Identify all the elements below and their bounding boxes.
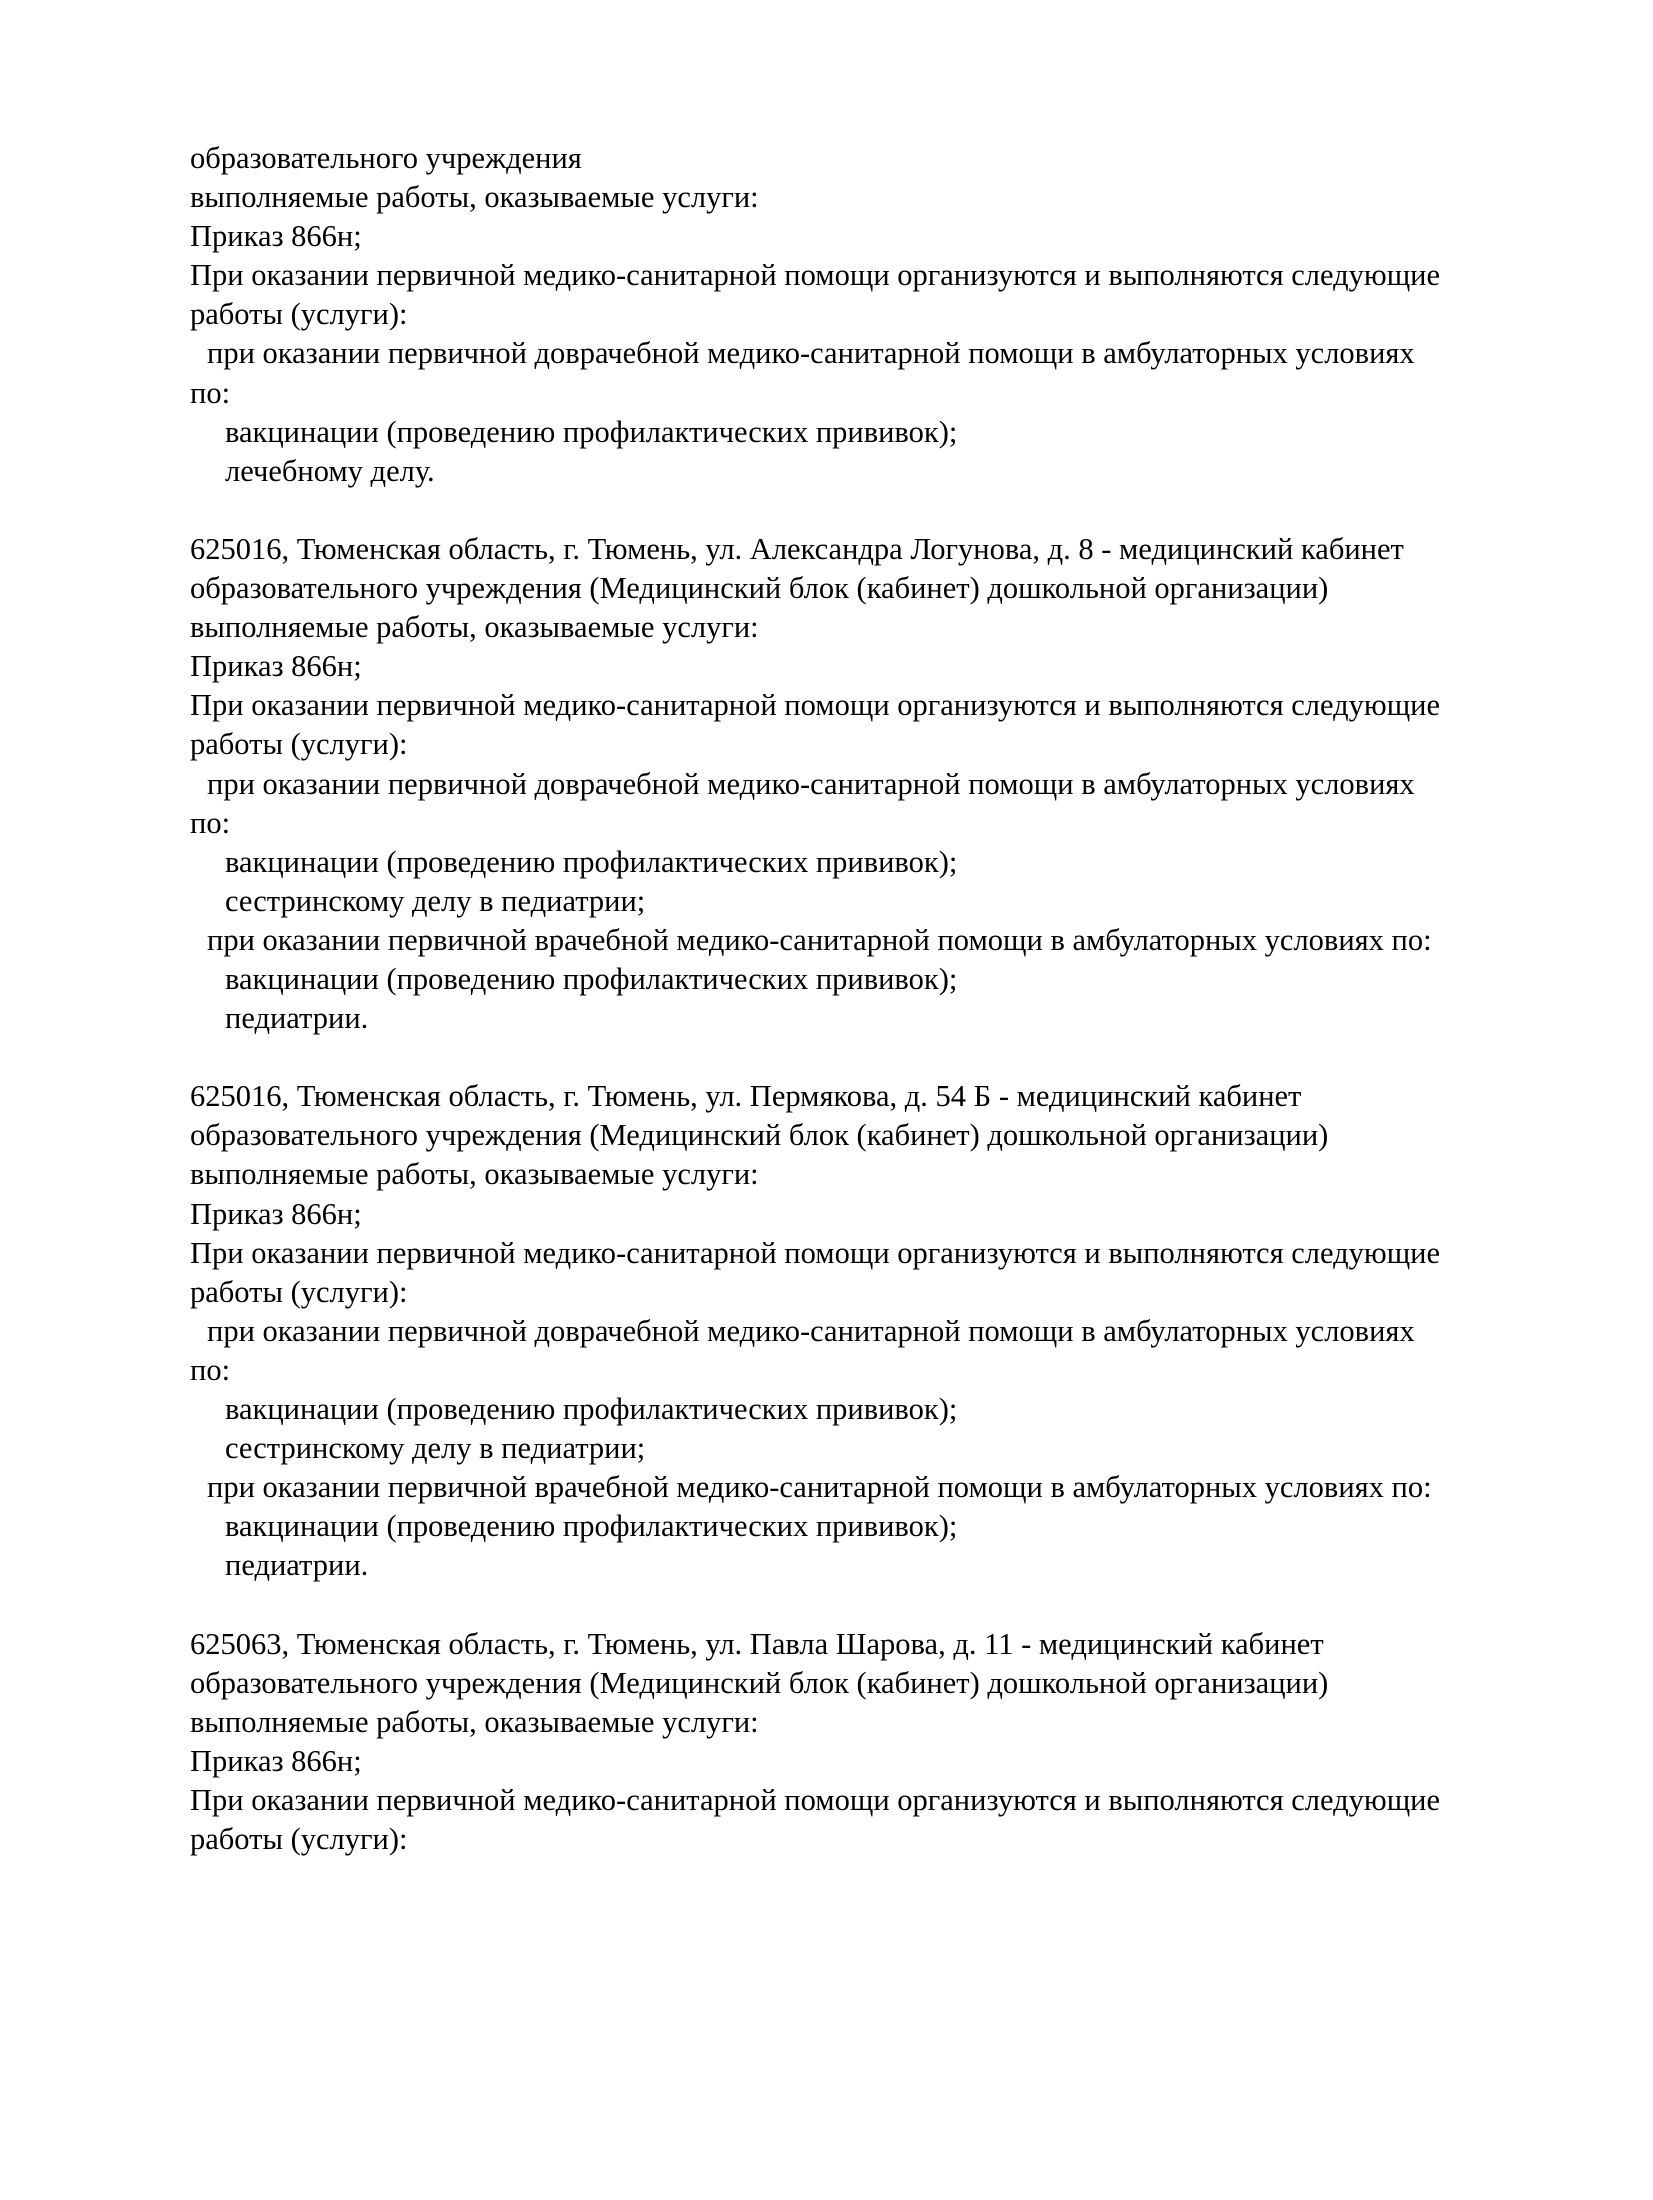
text-line: вакцинации (проведению профилактических прививок);	[225, 961, 958, 996]
text-line: работы (услуги):	[190, 1274, 408, 1309]
text-line: сестринскому делу в педиатрии;	[225, 883, 646, 918]
text-line: вакцинации (проведению профилактических прививок);	[225, 414, 958, 449]
text-line: образовательного учреждения	[190, 141, 582, 175]
text-line: по:	[190, 1352, 231, 1387]
text-line: Приказ 866н;	[190, 649, 362, 684]
text-line: вакцинации (проведению профилактических прививок);	[225, 844, 958, 879]
text-line: образовательного учреждения (Медицинский блок (кабинет) дошкольной организации)	[190, 571, 1329, 606]
text-line: вакцинации (проведению профилактических прививок);	[225, 1509, 958, 1544]
paragraph-gap	[190, 1038, 1590, 1077]
text-line: работы (услуги):	[190, 1822, 408, 1857]
text-line: Приказ 866н;	[190, 1743, 362, 1778]
text-line: при оказании первичной доврачебной медико-санитарной помощи в амбулаторных условиях	[207, 1313, 1415, 1348]
document-body	[190, 139, 1590, 1859]
text-line: выполняемые работы, оказываемые услуги:	[190, 610, 759, 645]
text-line: При оказании первичной медико-санитарной помощи организуются и выполняются следующие	[190, 1235, 1441, 1270]
text-line: образовательного учреждения (Медицинский блок (кабинет) дошкольной организации)	[190, 1665, 1329, 1700]
text-line: При оказании первичной медико-санитарной помощи организуются и выполняются следующие	[190, 1782, 1441, 1817]
text-line: сестринскому делу в педиатрии;	[225, 1431, 646, 1466]
text-line: педиатрии.	[225, 1548, 369, 1583]
text-line: выполняемые работы, оказываемые услуги:	[190, 180, 759, 215]
text-line: работы (услуги):	[190, 727, 408, 762]
text-line: Приказ 866н;	[190, 219, 362, 254]
text-line: при оказании первичной врачебной медико-санитарной помощи в амбулаторных условиях по:	[207, 1470, 1432, 1505]
text-line: при оказании первичной врачебной медико-санитарной помощи в амбулаторных условиях по:	[207, 922, 1432, 957]
text-line: При оказании первичной медико-санитарной помощи организуются и выполняются следующие	[190, 688, 1441, 723]
text-line: выполняемые работы, оказываемые услуги:	[190, 1157, 759, 1192]
text-line: по:	[190, 805, 231, 840]
text-line: вакцинации (проведению профилактических прививок);	[225, 1392, 958, 1426]
text-line: 625063, Тюменская область, г. Тюмень, ул. Павла Шарова, д. 11 - медицинский кабинет	[190, 1626, 1324, 1661]
text-line: по:	[190, 375, 231, 410]
text-line: При оказании первичной медико-санитарной помощи организуются и выполняются следующие	[190, 258, 1441, 293]
paragraph-gap	[190, 491, 1590, 530]
text-line: лечебному делу.	[225, 453, 435, 488]
text-line: 625016, Тюменская область, г. Тюмень, ул. Пермякова, д. 54 Б - медицинский кабинет	[190, 1079, 1302, 1114]
text-line: педиатрии.	[225, 1001, 369, 1036]
text-line: выполняемые работы, оказываемые услуги:	[190, 1704, 759, 1739]
paragraph-gap	[190, 1585, 1590, 1624]
text-line: при оказании первичной доврачебной медико-санитарной помощи в амбулаторных условиях	[207, 336, 1415, 371]
text-line: при оказании первичной доврачебной медико-санитарной помощи в амбулаторных условиях	[207, 766, 1415, 801]
text-line: Приказ 866н;	[190, 1196, 362, 1231]
text-line: работы (услуги):	[190, 297, 408, 332]
text-line: 625016, Тюменская область, г. Тюмень, ул. Александра Логунова, д. 8 - медицинский кабинет	[190, 531, 1404, 566]
text-line: образовательного учреждения (Медицинский блок (кабинет) дошкольной организации)	[190, 1118, 1329, 1153]
